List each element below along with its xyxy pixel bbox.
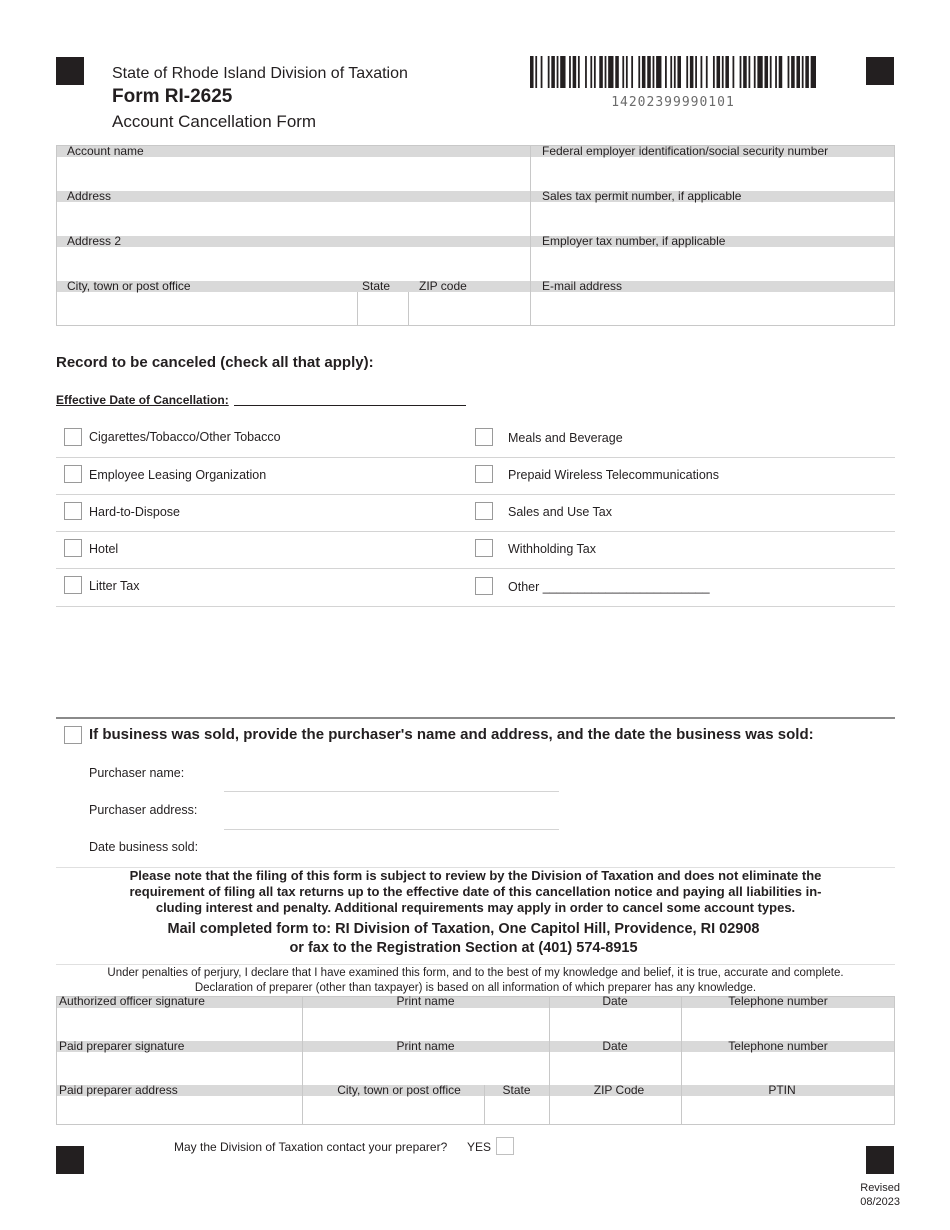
registration-mark-bottom-left bbox=[56, 1146, 84, 1174]
barcode-bar bbox=[677, 56, 681, 88]
barcode-bar bbox=[805, 56, 809, 88]
barcode-bar bbox=[717, 56, 721, 88]
address-label: Address bbox=[67, 189, 112, 203]
revised-date: 08/2023 bbox=[860, 1196, 900, 1208]
barcode-bar bbox=[653, 56, 655, 88]
barcode-bar bbox=[578, 56, 580, 88]
barcode-bar bbox=[638, 56, 640, 88]
registration-mark-bottom-right bbox=[866, 1146, 894, 1174]
registration-mark-top-left bbox=[56, 57, 84, 85]
officer-date-field[interactable] bbox=[550, 1008, 681, 1040]
email-field[interactable] bbox=[531, 292, 894, 325]
barcode-bar bbox=[573, 56, 577, 88]
preparer-ptin-label: PTIN bbox=[768, 1083, 796, 1097]
declaration-text bbox=[56, 966, 895, 996]
barcode-bar bbox=[541, 56, 543, 88]
barcode-bar bbox=[796, 56, 800, 88]
preparer-state-label: State bbox=[502, 1083, 531, 1097]
barcode-bar bbox=[779, 56, 783, 88]
barcode-bar bbox=[530, 56, 534, 88]
hotel-checkbox[interactable] bbox=[64, 539, 82, 557]
form-number: Form RI-2625 bbox=[112, 86, 233, 107]
account-name-label: Account name bbox=[67, 144, 144, 158]
contact-question: May the Division of Taxation contact your preparer? bbox=[174, 1140, 448, 1154]
preparer-ptin-field[interactable] bbox=[682, 1096, 894, 1124]
cigarettes-label: Cigarettes/Tobacco/Other Tobacco bbox=[89, 430, 281, 444]
revision-info bbox=[840, 1181, 900, 1209]
officer-signature-label: Authorized officer signature bbox=[59, 994, 205, 1008]
purchaser-name-field[interactable] bbox=[224, 756, 559, 792]
state-label: State bbox=[362, 279, 391, 293]
records-heading: Record to be canceled (check all that apply): bbox=[56, 354, 374, 371]
barcode-bar bbox=[626, 56, 628, 88]
barcode-bar bbox=[594, 56, 596, 88]
effective-date-label: Effective Date of Cancellation: bbox=[56, 393, 229, 407]
city-field[interactable] bbox=[57, 292, 357, 325]
barcode-bar bbox=[749, 56, 751, 88]
sales-use-tax-checkbox[interactable] bbox=[475, 502, 493, 520]
barcode-bar bbox=[535, 56, 537, 88]
officer-phone-label: Telephone number bbox=[728, 994, 828, 1008]
effective-date-field[interactable] bbox=[234, 405, 466, 406]
sales-permit-label: Sales tax permit number, if applicable bbox=[542, 189, 742, 203]
mail-line-1: Mail completed form to: RI Division of Taxation, One Capitol Hill, Providence, RI 02908 bbox=[167, 921, 760, 937]
other-checkbox[interactable] bbox=[475, 577, 493, 595]
employee-leasing-label: Employee Leasing Organization bbox=[89, 468, 267, 482]
row-divider bbox=[56, 494, 895, 495]
preparer-state-field[interactable] bbox=[485, 1096, 549, 1124]
preparer-zip-field[interactable] bbox=[550, 1096, 681, 1124]
barcode-bar bbox=[722, 56, 724, 88]
preparer-phone-label: Telephone number bbox=[728, 1039, 828, 1053]
date-sold-label: Date business sold: bbox=[89, 840, 199, 854]
preparer-print-name-field[interactable] bbox=[303, 1052, 549, 1084]
purchaser-address-field[interactable] bbox=[224, 794, 559, 830]
barcode-bar bbox=[733, 56, 735, 88]
hotel-label: Hotel bbox=[89, 542, 119, 556]
barcode-bar bbox=[605, 56, 607, 88]
barcode-bar bbox=[690, 56, 694, 88]
fein-field[interactable] bbox=[531, 157, 894, 190]
barcode-bar bbox=[770, 56, 772, 88]
officer-date-label: Date bbox=[602, 994, 628, 1008]
barcode-bar bbox=[631, 56, 633, 88]
barcode-bar bbox=[775, 56, 777, 88]
preparer-city-label: City, town or post office bbox=[337, 1083, 461, 1097]
barcode-bar bbox=[725, 56, 729, 88]
meals-beverage-checkbox[interactable] bbox=[475, 428, 493, 446]
email-label: E-mail address bbox=[542, 279, 623, 293]
address2-label: Address 2 bbox=[67, 234, 122, 248]
barcode-bar bbox=[560, 56, 565, 88]
state-field[interactable] bbox=[358, 292, 408, 325]
row-divider bbox=[56, 606, 895, 607]
barcode-bar bbox=[686, 56, 688, 88]
barcode-bar bbox=[642, 56, 646, 88]
notice-line-3: cluding interest and penalty. Additional requirements may apply in order to cancel some account types. bbox=[155, 900, 796, 915]
barcode-bar bbox=[557, 56, 559, 88]
date-sold-field[interactable] bbox=[224, 832, 559, 862]
barcode-bar bbox=[656, 56, 661, 88]
barcode-bar bbox=[608, 56, 613, 88]
employer-tax-label: Employer tax number, if applicable bbox=[542, 234, 726, 248]
barcode-bar bbox=[647, 56, 651, 88]
contact-yes-label: YES bbox=[467, 1140, 492, 1154]
barcode-bar bbox=[590, 56, 592, 88]
account-name-field[interactable] bbox=[57, 157, 530, 190]
notice-line-2: requirement of filing all tax returns up to the effective date of this cancellation notice and paying all liabilities in- bbox=[129, 884, 822, 899]
barcode-number: 14202399990101 bbox=[611, 95, 735, 110]
barcode-bar bbox=[548, 56, 550, 88]
barcode-bar bbox=[802, 56, 804, 88]
preparer-print-name-label: Print name bbox=[396, 1039, 455, 1053]
employer-tax-field[interactable] bbox=[531, 247, 894, 280]
officer-signature-field[interactable] bbox=[57, 1008, 302, 1040]
officer-phone-field[interactable] bbox=[682, 1008, 894, 1040]
preparer-city-field[interactable] bbox=[303, 1096, 484, 1124]
barcode-bar bbox=[757, 56, 762, 88]
barcode-bar bbox=[713, 56, 715, 88]
cigarettes-checkbox[interactable] bbox=[64, 428, 82, 446]
address2-field[interactable] bbox=[57, 247, 530, 280]
declaration-line-2: Declaration of preparer (other than taxpayer) is based on all information of which preparer has any knowledge. bbox=[194, 982, 757, 994]
contact-yes-checkbox[interactable] bbox=[496, 1137, 514, 1155]
section-divider bbox=[56, 717, 895, 719]
barcode-bar bbox=[585, 56, 587, 88]
notice-line-1: Please note that the filing of this form is subject to review by the Division of Taxation and does not eliminate the bbox=[129, 868, 822, 883]
revised-label: Revised bbox=[860, 1182, 900, 1194]
barcode-bar bbox=[788, 56, 790, 88]
row-divider bbox=[56, 457, 895, 458]
preparer-signature-label: Paid preparer signature bbox=[59, 1039, 185, 1053]
barcode-bar bbox=[569, 56, 571, 88]
barcode bbox=[530, 56, 816, 88]
preparer-phone-field[interactable] bbox=[682, 1052, 894, 1084]
declaration-divider bbox=[56, 964, 895, 965]
sales-use-tax-label: Sales and Use Tax bbox=[508, 505, 612, 519]
purchaser-address-label: Purchaser address: bbox=[89, 803, 198, 817]
prepaid-wireless-checkbox[interactable] bbox=[475, 465, 493, 483]
agency-name: State of Rhode Island Division of Taxation bbox=[112, 65, 408, 82]
hard-to-dispose-label: Hard-to-Dispose bbox=[89, 505, 181, 519]
barcode-bar bbox=[695, 56, 697, 88]
zip-field[interactable] bbox=[409, 292, 530, 325]
hard-to-dispose-checkbox[interactable] bbox=[64, 502, 82, 520]
address-field[interactable] bbox=[57, 202, 530, 235]
barcode-bar bbox=[811, 56, 816, 88]
notice-text bbox=[56, 868, 895, 916]
barcode-bar bbox=[551, 56, 555, 88]
litter-tax-label: Litter Tax bbox=[89, 579, 140, 593]
preparer-address-label: Paid preparer address bbox=[59, 1083, 178, 1097]
label-band-2 bbox=[57, 191, 894, 202]
label-band-3 bbox=[57, 236, 894, 247]
barcode-bar bbox=[622, 56, 624, 88]
withholding-tax-checkbox[interactable] bbox=[475, 539, 493, 557]
litter-tax-checkbox[interactable] bbox=[64, 576, 82, 594]
meals-beverage-label: Meals and Beverage bbox=[508, 431, 623, 445]
barcode-bar bbox=[599, 56, 603, 88]
row-divider bbox=[56, 568, 895, 569]
prepaid-wireless-label: Prepaid Wireless Telecommunications bbox=[508, 468, 719, 482]
officer-print-name-field[interactable] bbox=[303, 1008, 549, 1040]
declaration-line-1: Under penalties of perjury, I declare that I have examined this form, and to the best of my knowledge and belief, it is true, accurate and complete. bbox=[107, 967, 844, 979]
officer-print-name-label: Print name bbox=[396, 994, 455, 1008]
barcode-bar bbox=[791, 56, 795, 88]
sales-permit-field[interactable] bbox=[531, 202, 894, 235]
barcode-bar bbox=[674, 56, 676, 88]
business-sold-heading: If business was sold, provide the purchaser's name and address, and the date the business was sold: bbox=[89, 726, 814, 743]
barcode-bar bbox=[615, 56, 619, 88]
mail-instructions bbox=[56, 920, 871, 958]
barcode-bar bbox=[665, 56, 667, 88]
row-divider bbox=[56, 531, 895, 532]
preparer-address-field[interactable] bbox=[57, 1096, 302, 1124]
barcode-bar bbox=[706, 56, 708, 88]
barcode-bar bbox=[701, 56, 703, 88]
city-label: City, town or post office bbox=[67, 279, 191, 293]
form-title: Account Cancellation Form bbox=[112, 112, 317, 131]
other-label: Other ________________________ bbox=[508, 580, 710, 594]
business-sold-checkbox[interactable] bbox=[64, 726, 82, 744]
registration-mark-top-right bbox=[866, 57, 894, 85]
zip-label: ZIP code bbox=[419, 279, 467, 293]
barcode-bar bbox=[743, 56, 747, 88]
withholding-tax-label: Withholding Tax bbox=[508, 542, 597, 556]
purchaser-name-label: Purchaser name: bbox=[89, 766, 185, 780]
barcode-bar bbox=[740, 56, 742, 88]
barcode-bar bbox=[764, 56, 768, 88]
preparer-date-label: Date bbox=[602, 1039, 628, 1053]
preparer-date-field[interactable] bbox=[550, 1052, 681, 1084]
barcode-bar bbox=[670, 56, 672, 88]
mail-line-2: or fax to the Registration Section at (401) 574-8915 bbox=[289, 940, 638, 956]
preparer-signature-field[interactable] bbox=[57, 1052, 302, 1084]
preparer-zip-label: ZIP Code bbox=[593, 1083, 645, 1097]
barcode-bar bbox=[754, 56, 756, 88]
employee-leasing-checkbox[interactable] bbox=[64, 465, 82, 483]
fein-label: Federal employer identification/social security number bbox=[542, 144, 829, 158]
